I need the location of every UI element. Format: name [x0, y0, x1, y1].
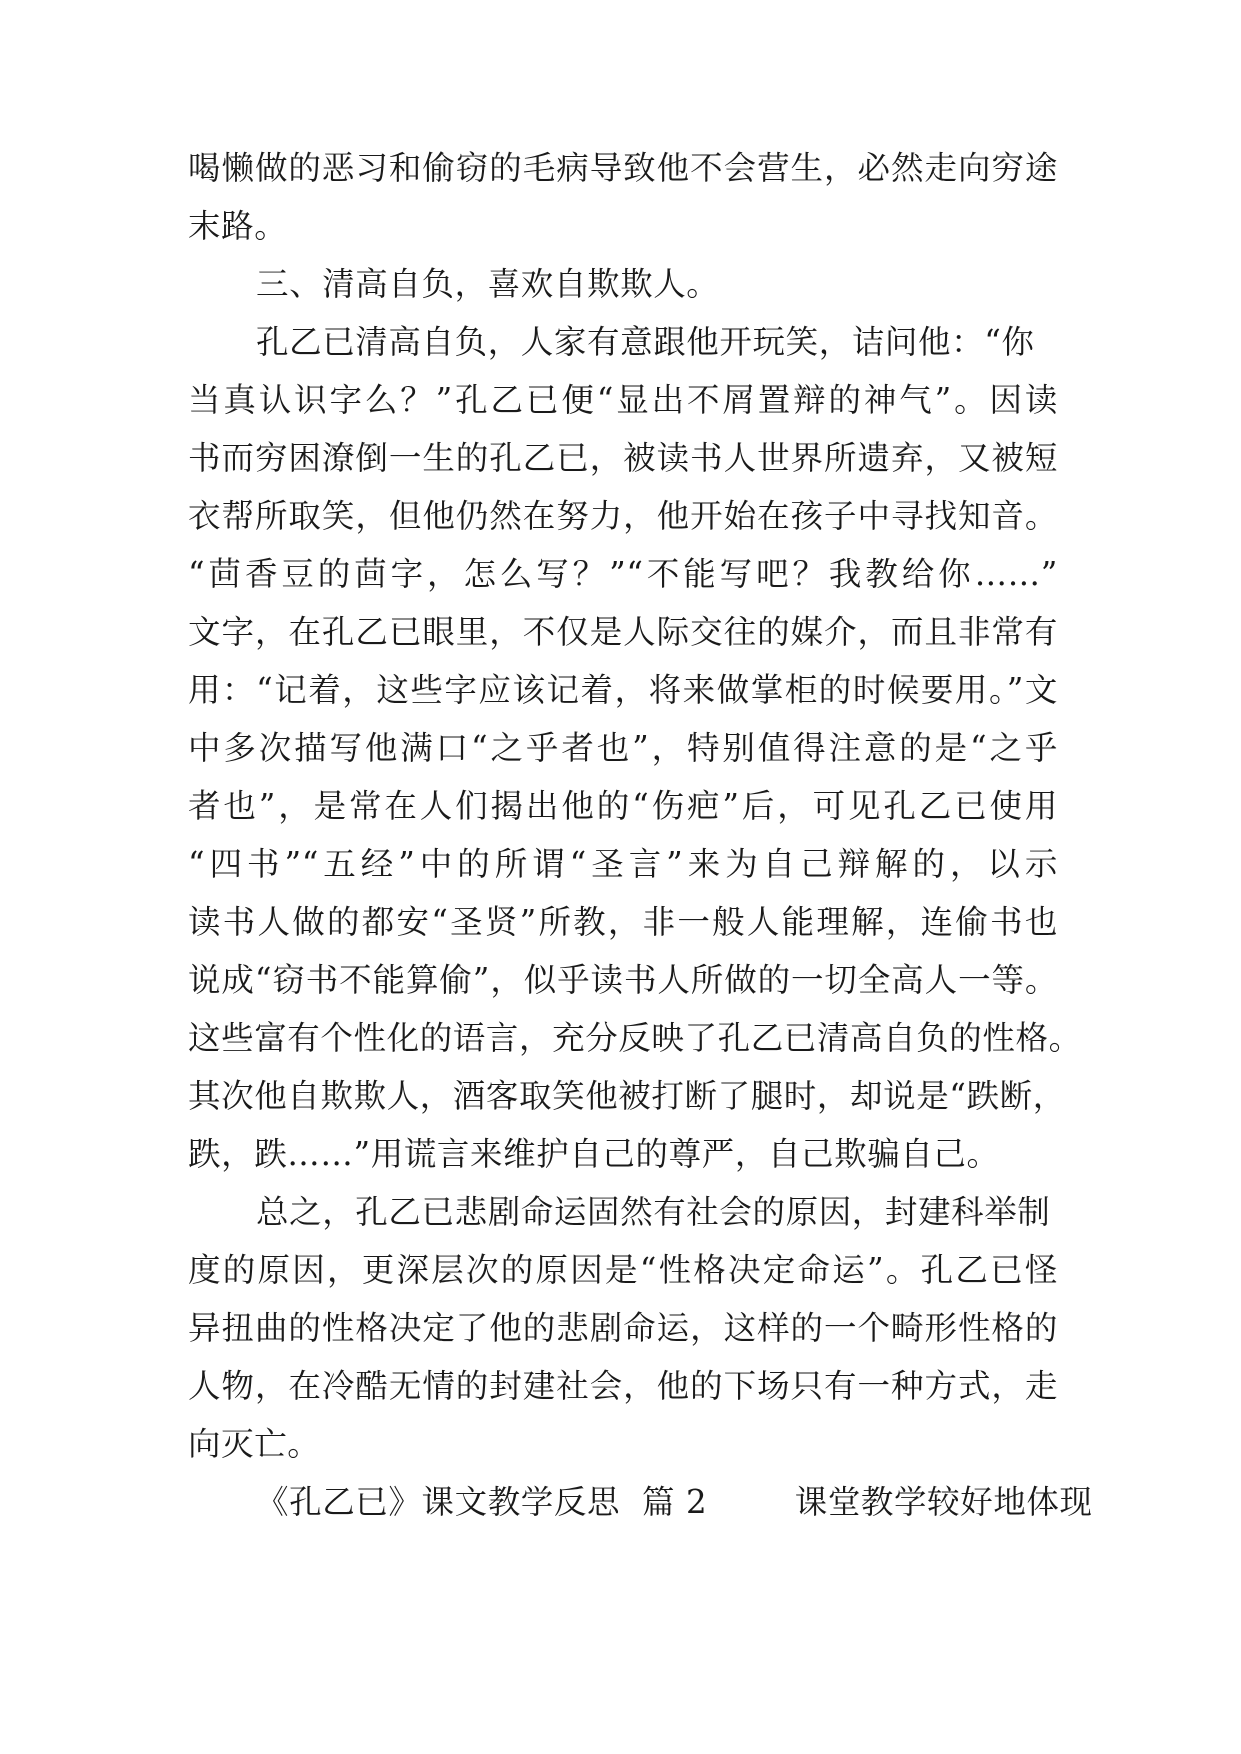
section-title-line: 《孔乙已》课文教学反思 篇 2 课堂教学较好地体现	[256, 1483, 1093, 1521]
paragraph-line: 总之，孔乙已悲剧命运固然有社会的原因，封建科举制	[256, 1193, 1051, 1231]
paragraph-line: 其次他自欺欺人，酒客取笑他被打断了腿时，却说是“跌断，	[188, 1077, 1066, 1115]
paragraph-line: 跌，跌……”用谎言来维护自己的尊严，自己欺骗自己。	[188, 1135, 1000, 1173]
paragraph-line: 向灭亡。	[188, 1425, 321, 1463]
paragraph-line: 衣帮所取笑，但他仍然在努力，他开始在孩子中寻找知音。	[188, 497, 1058, 535]
paragraph-line: “茴香豆的茴字，怎么写？”“不能写吧？我教给你……”	[188, 555, 1058, 593]
paragraph-line: 文字，在孔乙已眼里，不仅是人际交往的媒介，而且非常有	[188, 613, 1058, 651]
section-heading: 三、清高自负，喜欢自欺欺人。	[256, 265, 720, 303]
paragraph-line: 书而穷困潦倒一生的孔乙已，被读书人世界所遗弃，又被短	[188, 439, 1058, 477]
paragraph-line: 说成“窃书不能算偷”，似乎读书人所做的一切全高人一等。	[188, 961, 1058, 999]
paragraph-line: 读书人做的都安“圣贤”所教，非一般人能理解，连偷书也	[188, 903, 1058, 941]
paragraph-line: 孔乙已清高自负，人家有意跟他开玩笑，诘问他：“你	[256, 323, 1035, 361]
paragraph-line: 度的原因，更深层次的原因是“性格决定命运”。孔乙已怪	[188, 1251, 1058, 1289]
paragraph-line: 末路。	[188, 207, 288, 245]
paragraph-line: “四书”“五经”中的所谓“圣言”来为自己辩解的，以示	[188, 845, 1058, 883]
paragraph-line: 这些富有个性化的语言，充分反映了孔乙已清高自负的性格。	[188, 1019, 1082, 1057]
paragraph-line: 者也”，是常在人们揭出他的“伤疤”后，可见孔乙已使用	[188, 787, 1058, 825]
paragraph-line: 喝懒做的恶习和偷窃的毛病导致他不会营生，必然走向穷途	[188, 149, 1058, 187]
paragraph-line: 人物，在冷酷无情的封建社会，他的下场只有一种方式，走	[188, 1367, 1058, 1405]
paragraph-line: 中多次描写他满口“之乎者也”，特别值得注意的是“之乎	[188, 729, 1058, 767]
paragraph-line: 用：“记着，这些字应该记着，将来做掌柜的时候要用。”文	[188, 671, 1058, 709]
paragraph-line: 当真认识字么？”孔乙已便“显出不屑置辩的神气”。因读	[188, 381, 1058, 419]
paragraph-line: 异扭曲的性格决定了他的悲剧命运，这样的一个畸形性格的	[188, 1309, 1058, 1347]
